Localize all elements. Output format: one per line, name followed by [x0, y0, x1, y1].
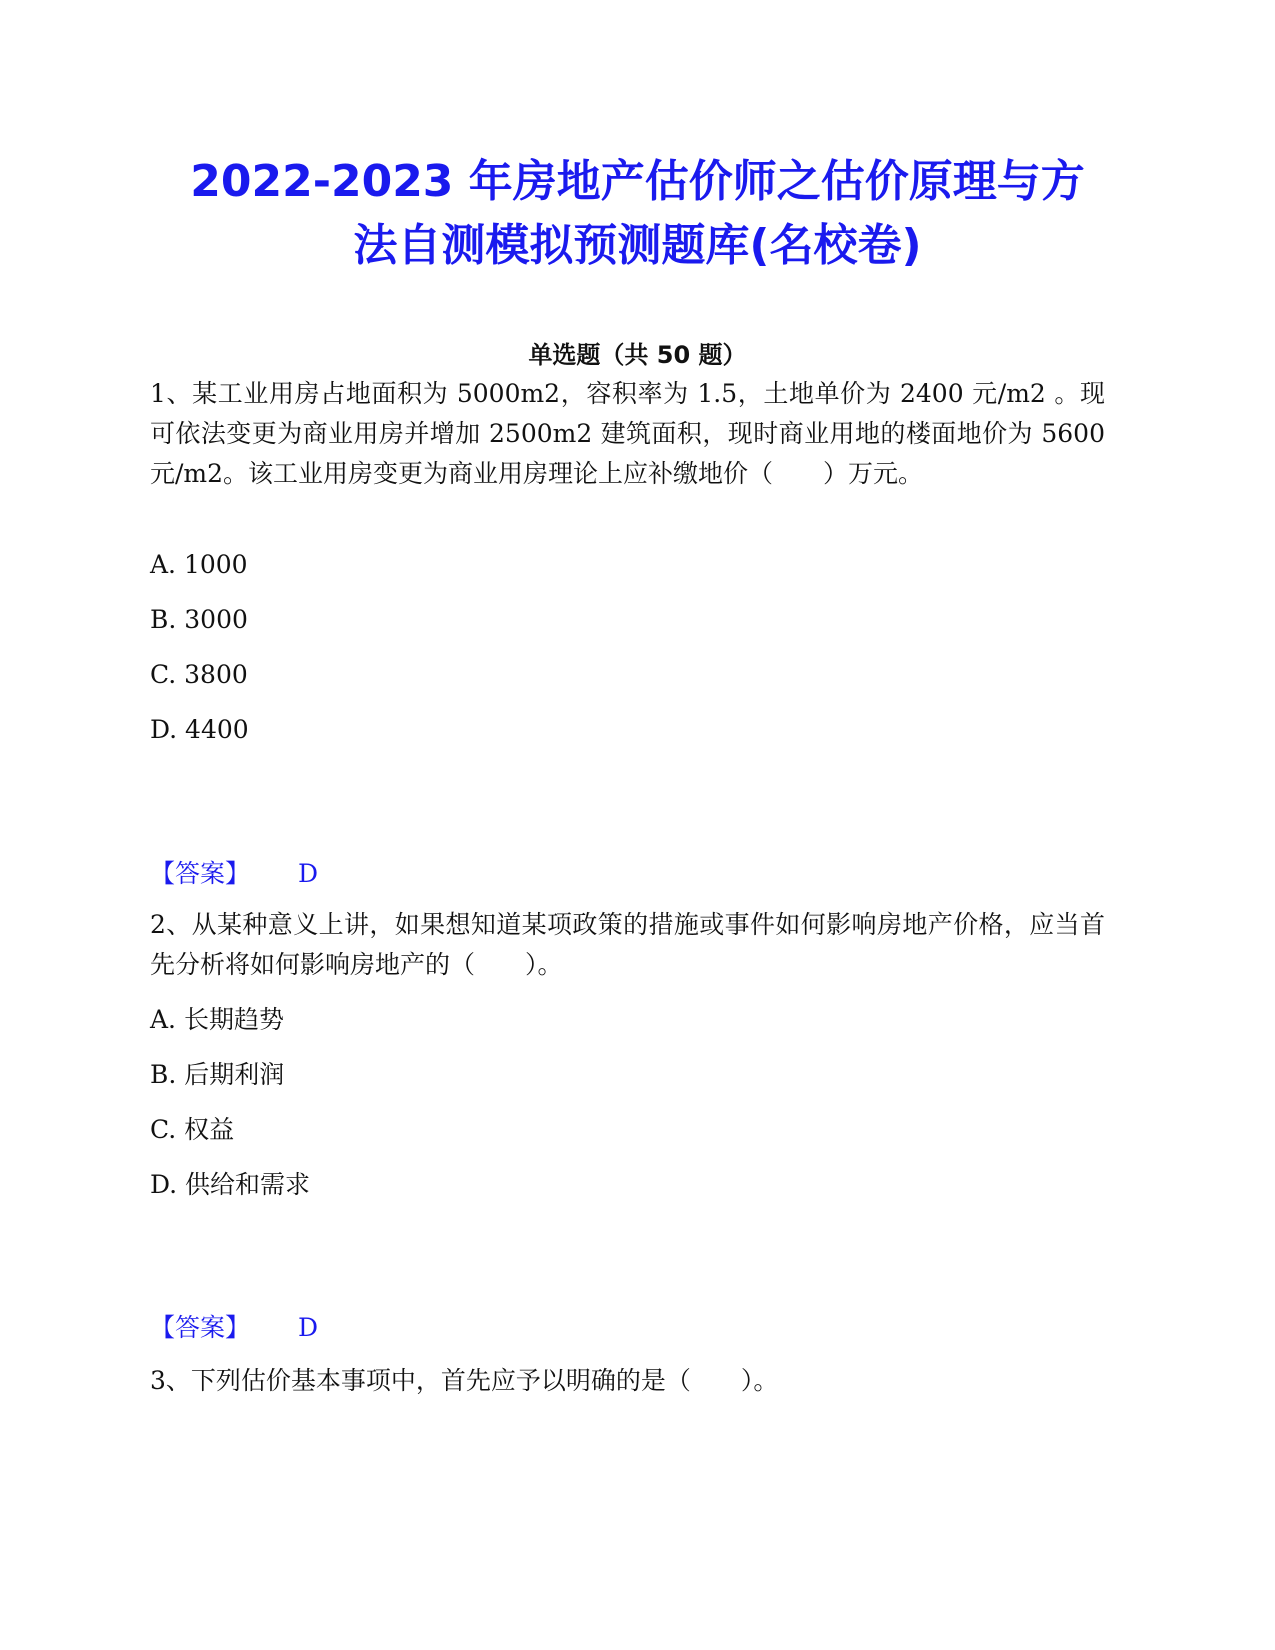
answer-value: D [298, 859, 319, 888]
answer-label: 【答案】 [150, 859, 251, 888]
question-1-answer [150, 858, 318, 890]
question-2-option-d: D. 供给和需求 [150, 1170, 311, 1199]
question-3-stem: 3、下列估价基本事项中，首先应予以明确的是（ ）。 [150, 1366, 779, 1395]
question-2-option-c: C. 权益 [150, 1115, 235, 1144]
question-1-stem: 1、某工业用房占地面积为 5000m2，容积率为 1.5，土地单价为 2400 元/m2 。现可依法变更为商业用房并增加 2500m2 建筑面积，现时商业用地的楼面地价为 5600 元/m2。该工业用房变更为商业用房理论上应补缴地价（ ）万元。 [150, 379, 1105, 488]
question-2-option-b: B. 后期利润 [150, 1060, 285, 1089]
document-title-line-1: 2022-2023 年房地产估价师之估价原理与方 [190, 156, 1085, 207]
question-1-option-b: B. 3000 [150, 605, 248, 634]
question-3 [150, 1361, 1105, 1401]
question-1-option-d: D. 4400 [150, 715, 249, 744]
question-2-answer [150, 1312, 318, 1344]
question-2-option-a: A. 长期趋势 [150, 1005, 284, 1034]
answer-label: 【答案】 [150, 1313, 251, 1342]
question-1 [150, 374, 1105, 494]
question-1-option-a: A. 1000 [150, 550, 248, 579]
question-2 [150, 905, 1105, 985]
question-1-option-c: C. 3800 [150, 660, 248, 689]
document-title [140, 150, 1135, 278]
answer-value: D [298, 1313, 319, 1342]
question-2-stem: 2、从某种意义上讲，如果想知道某项政策的措施或事件如何影响房地产价格，应当首先分析将如何影响房地产的（ ）。 [150, 910, 1105, 979]
document-title-line-2: 法自测模拟预测题库(名校卷) [353, 220, 922, 271]
section-heading: 单选题（共 50 题） [528, 341, 747, 369]
